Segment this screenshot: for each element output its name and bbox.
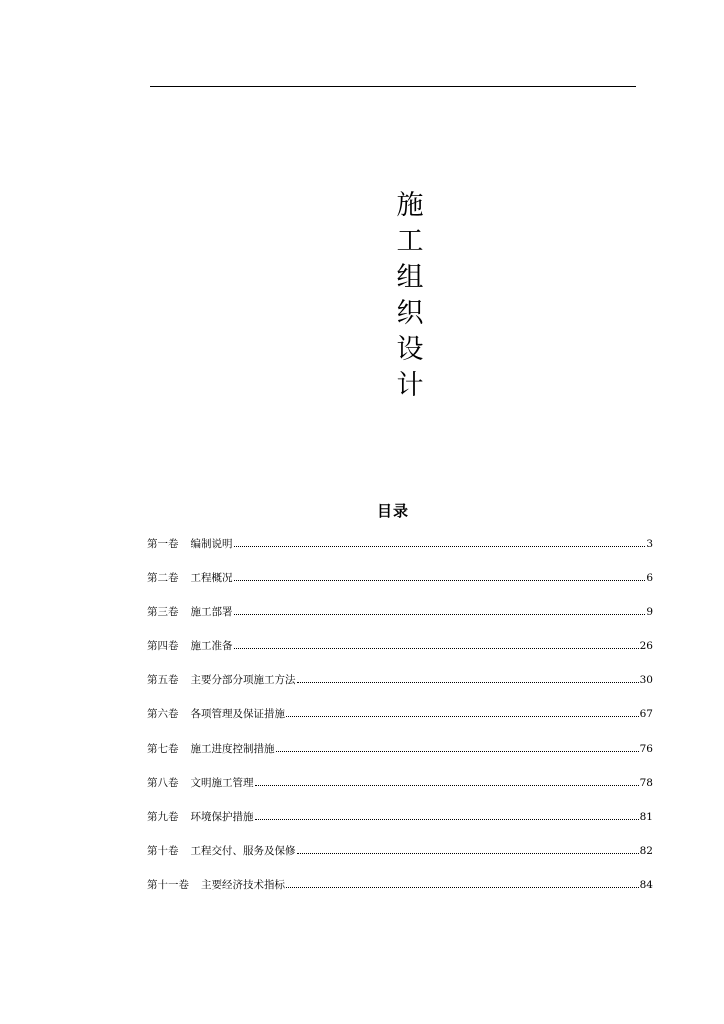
toc-page-number: 82	[639, 844, 653, 857]
toc-entry[interactable]	[147, 570, 653, 604]
toc-heading: 目录	[376, 502, 409, 520]
toc-leader-dots	[234, 571, 646, 581]
toc-entry[interactable]	[147, 604, 653, 638]
toc-volume: 第一卷	[147, 538, 179, 550]
toc-volume: 第三卷	[147, 606, 179, 619]
toc-title: 文明施工管理	[190, 776, 254, 789]
toc-volume: 第五卷	[147, 674, 179, 687]
toc-leader-dots	[276, 742, 639, 752]
toc-volume: 第六卷	[147, 708, 179, 721]
title-char: 织	[396, 298, 424, 329]
toc-page-number: 78	[639, 776, 653, 789]
table-of-contents	[147, 536, 653, 911]
toc-page-number: 30	[639, 674, 653, 687]
toc-entry[interactable]	[147, 706, 653, 740]
toc-entry[interactable]	[147, 809, 653, 843]
toc-leader-dots	[255, 810, 639, 820]
toc-page-number: 26	[639, 640, 653, 653]
toc-title: 各项管理及保证措施	[190, 708, 285, 721]
toc-title: 主要经济技术指标	[201, 878, 285, 891]
toc-volume: 第十一卷	[147, 878, 189, 891]
toc-page-number: 9	[646, 606, 653, 619]
toc-page-number: 76	[639, 742, 653, 755]
toc-entry[interactable]	[147, 741, 653, 775]
toc-title: 主要分部分项施工方法	[190, 674, 296, 687]
toc-title: 工程交付、服务及保修	[190, 844, 296, 857]
toc-title: 编制说明	[190, 538, 233, 550]
toc-title: 施工进度控制措施	[190, 742, 275, 755]
title-char: 设	[396, 334, 424, 365]
toc-volume: 第二卷	[147, 572, 179, 585]
toc-volume: 第八卷	[147, 776, 179, 789]
toc-volume: 第七卷	[147, 742, 179, 755]
toc-leader-dots	[297, 673, 639, 683]
title-char: 计	[396, 370, 424, 401]
toc-volume: 第九卷	[147, 810, 179, 823]
toc-page-number: 3	[646, 538, 653, 550]
toc-page-number: 81	[639, 810, 653, 823]
toc-page-number: 6	[646, 572, 653, 585]
toc-title: 施工部署	[190, 606, 233, 619]
toc-leader-dots	[255, 776, 639, 786]
toc-leader-dots	[234, 537, 646, 547]
toc-page-number: 84	[639, 878, 653, 891]
toc-page-number: 67	[639, 708, 653, 721]
toc-entry[interactable]	[147, 775, 653, 809]
toc-entry[interactable]	[147, 536, 653, 570]
toc-volume: 第四卷	[147, 640, 179, 653]
toc-leader-dots	[286, 878, 639, 888]
toc-leader-dots	[286, 707, 639, 717]
toc-title: 环境保护措施	[190, 810, 254, 823]
toc-entry[interactable]	[147, 843, 653, 877]
title-char: 组	[396, 262, 424, 293]
toc-entry[interactable]	[147, 638, 653, 672]
toc-entry[interactable]	[147, 672, 653, 706]
toc-entry[interactable]	[147, 877, 653, 911]
toc-title: 工程概况	[190, 572, 233, 585]
title-char: 施	[396, 190, 424, 221]
document-title	[394, 188, 426, 404]
toc-volume: 第十卷	[147, 844, 179, 857]
toc-leader-dots	[297, 844, 639, 854]
toc-leader-dots	[234, 605, 646, 615]
toc-leader-dots	[234, 639, 639, 649]
toc-title: 施工准备	[190, 640, 233, 653]
title-char: 工	[396, 226, 424, 257]
header-rule	[150, 86, 636, 87]
